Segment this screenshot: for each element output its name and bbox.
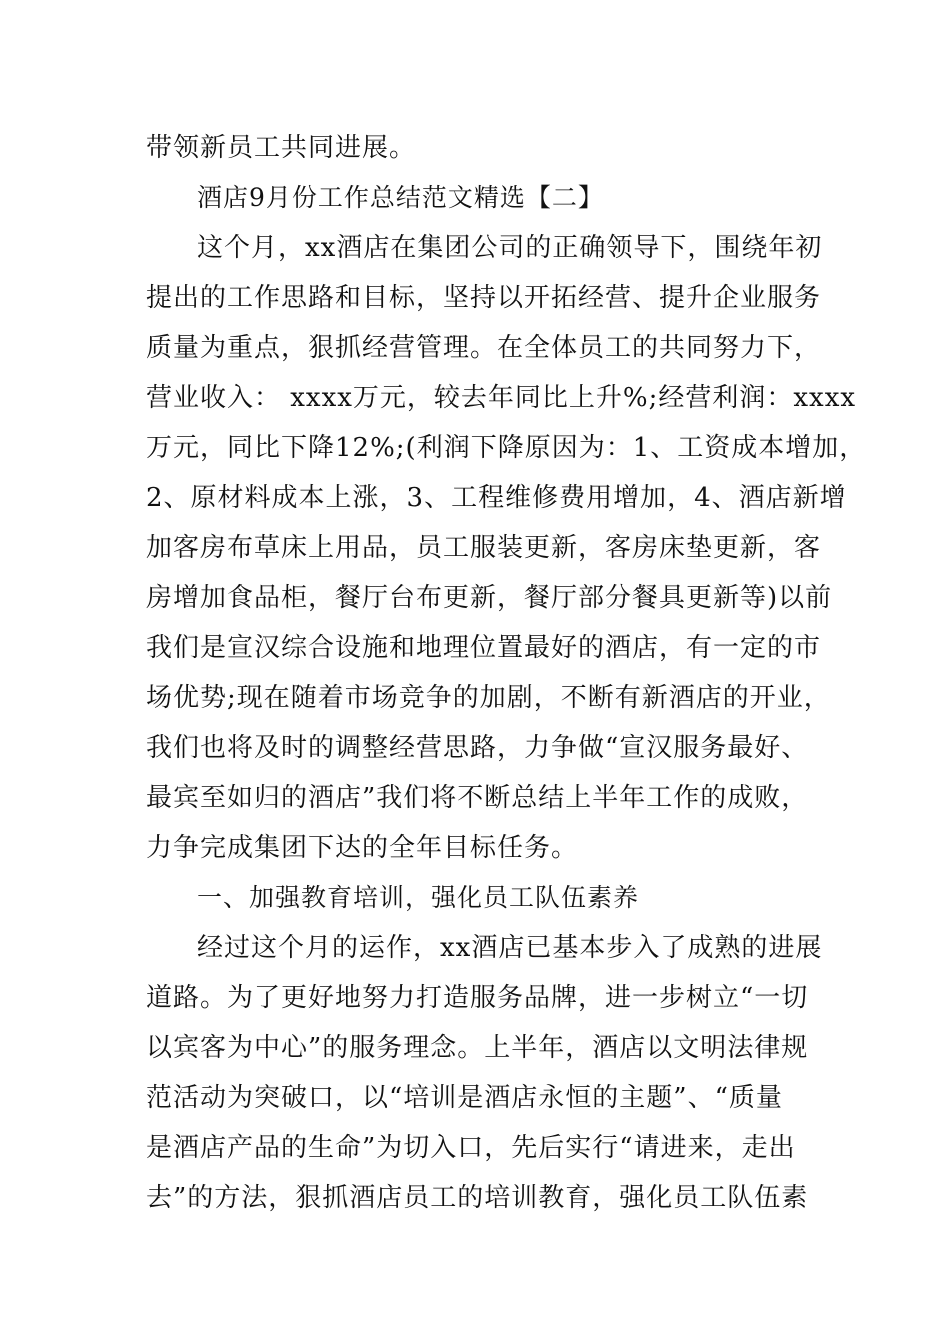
paragraph-line: 提出的工作思路和目标，坚持以开拓经营、提升企业服务: [146, 283, 822, 313]
paragraph-line: 我们是宣汉综合设施和地理位置最好的酒店，有一定的市: [146, 633, 822, 663]
paragraph-line: 去”的方法，狠抓酒店员工的培训教育，强化员工队伍素: [146, 1183, 809, 1213]
paragraph-line: 营业收入： xxxx万元，较去年同比上升%;经营利润：xxxx: [146, 383, 857, 413]
paragraph-line: 最宾至如归的酒店”我们将不断总结上半年工作的成败，: [146, 783, 809, 813]
paragraph-line: 万元，同比下降12%;(利润下降原因为：1、工资成本增加，: [146, 433, 867, 463]
paragraph-line: 是酒店产品的生命”为切入口，先后实行“请进来，走出: [146, 1133, 796, 1163]
paragraph-line: 带领新员工共同进展。: [146, 133, 417, 163]
paragraph-line: 质量为重点，狠抓经营管理。在全体员工的共同努力下，: [146, 333, 822, 363]
subsection-heading: 一、加强教育培训，强化员工队伍素养: [197, 883, 640, 912]
paragraph-line: 范活动为突破口，以“培训是酒店永恒的主题”、“质量: [146, 1083, 783, 1113]
paragraph-line: 加客房布草床上用品，员工服装更新，客房床垫更新，客: [146, 533, 822, 563]
section-title: 酒店9月份工作总结范文精选【二】: [197, 183, 604, 212]
paragraph-line: 力争完成集团下达的全年目标任务。: [146, 833, 579, 863]
paragraph-line: 道路。为了更好地努力打造服务品牌，进一步树立“一切: [146, 983, 809, 1013]
paragraph-line: 场优势;现在随着市场竞争的加剧，不断有新酒店的开业，: [146, 683, 831, 713]
paragraph-line: 房增加食品柜，餐厅台布更新，餐厅部分餐具更新等)以前: [146, 583, 833, 613]
paragraph-line: 我们也将及时的调整经营思路，力争做“宣汉服务最好、: [146, 733, 809, 763]
paragraph-line: 经过这个月的运作，xx酒店已基本步入了成熟的进展: [197, 933, 823, 963]
paragraph-line: 2、原材料成本上涨，3、工程维修费用增加，4、酒店新增: [146, 483, 847, 513]
paragraph-line: 以宾客为中心”的服务理念。上半年，酒店以文明法律规: [146, 1033, 809, 1063]
paragraph-line: 这个月，xx酒店在集团公司的正确领导下，围绕年初: [197, 233, 823, 263]
